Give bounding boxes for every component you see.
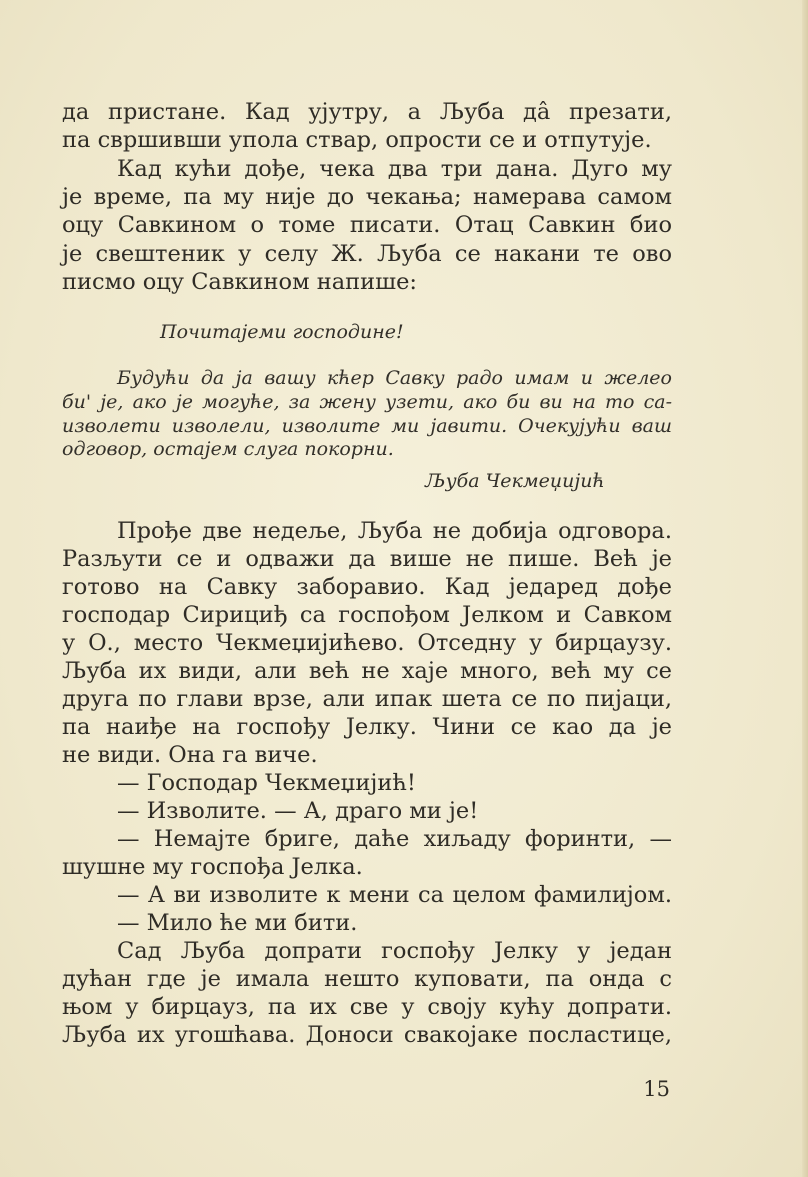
text-line: оцу Савкином о томе писати. Отац Савкин био (62, 212, 672, 238)
letter-line: изволети изволели, изволите ми јавити. Очекујући ваш (62, 415, 672, 437)
page-edge (802, 0, 808, 1177)
letter-line: би' је, ако је могуће, за жену узети, ако би ви на то са- (62, 391, 672, 413)
text-line: је свештеник у селу Ж. Љуба се накани те ово (62, 241, 672, 267)
dialogue-line: — Господар Чекмеџијић! (117, 770, 416, 796)
text-line: дућан где је имала нешто куповати, па онда с (62, 966, 672, 992)
text-line: па свршивши упола ствар, опрости се и отпутује. (62, 127, 652, 153)
text-line: Сад Љуба допрати госпођу Јелку у један (117, 938, 672, 964)
dialogue-line: — Мило ће ми бити. (117, 910, 358, 936)
dialogue-line: — А ви изволите к мени са целом фамилијом. (117, 882, 672, 908)
text-line: друга по глави врзе, али ипак шета се по пијаци, (62, 686, 672, 712)
text-line: Љуба их угошћава. Доноси свакојаке посластице, (62, 1022, 672, 1048)
letter-signature: Љуба Чекмеџијић (425, 470, 605, 492)
dialogue-line: — Изволите. — А, драго ми је! (117, 798, 479, 824)
text-line: писмо оцу Савкином напише: (62, 269, 417, 295)
text-line: у О., место Чекмеџијићево. Отседну у бирцаузу. (62, 630, 672, 656)
letter-line: Будући да ја вашу кћер Савку радо имам и желео (117, 367, 672, 389)
text-line: њом у бирцауз, па их све у своју кућу допрати. (62, 994, 672, 1020)
letter-salutation: Почитајеми господине! (160, 321, 404, 343)
text-line: па наиђе на госпођу Јелку. Чини се као да је (62, 714, 672, 740)
text-line: Прође две недеље, Љуба не добија одговора. (117, 518, 672, 544)
text-line: Љуба их види, али већ не хаје много, већ му се (62, 658, 672, 684)
text-line: готово на Савку заборавио. Кад једаред дође (62, 574, 672, 600)
page-number: 15 (643, 1077, 670, 1101)
dialogue-line: шушне му госпођа Јелка. (62, 854, 363, 880)
text-line: Кад кући дође, чека два три дана. Дуго му (117, 156, 672, 182)
text-line: да пристане. Кад ујутру, а Љуба дâ презати, (62, 99, 672, 125)
text-line: је време, па му није до чекања; намерава самом (62, 184, 672, 210)
letter-line: одговор, остајем слуга покорни. (62, 438, 394, 460)
text-line: господар Сирициђ са госпођом Јелком и Савком (62, 602, 672, 628)
text-line: Разљути се и одважи да више не пише. Већ је (62, 546, 672, 572)
dialogue-line: — Немајте бриге, даће хиљаду форинти, — (117, 826, 672, 852)
text-line: не види. Она га виче. (62, 742, 318, 768)
